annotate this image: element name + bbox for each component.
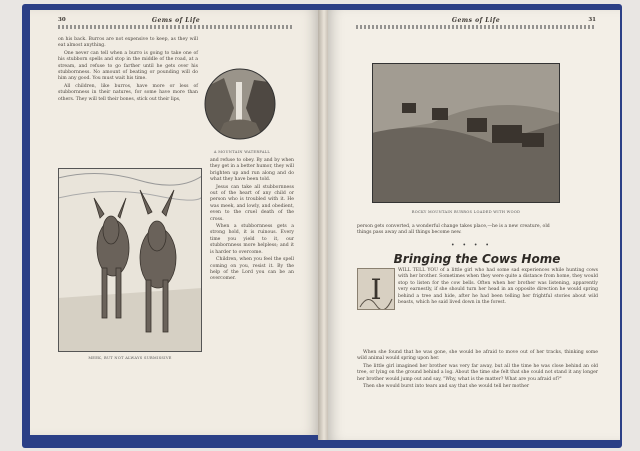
header-ornament [356, 25, 596, 29]
left-text-side [210, 158, 294, 284]
paragraph: Then she would burst into tears and say that she would tell her mother [363, 384, 530, 390]
paragraph: When she found that he was gone, she would be afraid to move out of her tracks, thinking some wild animal would spring upon her. [357, 350, 598, 362]
right-page-header [356, 17, 596, 29]
burros-caption: MEEK, BUT NOT ALWAYS SUBMISSIVE [88, 356, 172, 360]
paragraph: on his back. Burros are not expensive to keep, as they will eat almost anything. [58, 37, 198, 49]
header-ornament [58, 25, 294, 29]
drop-cap-ornament [357, 268, 395, 310]
left-page-number: 30 [58, 17, 66, 23]
story-text-top [398, 268, 598, 307]
right-page-number: 31 [588, 17, 596, 23]
paragraph: Jesus can take all stubbornness out of the heart of any child or person who is troubled with it. He was meek, and lowly, and obedient, even to the cruel death of the cross. [210, 184, 294, 222]
svg-text:I: I [370, 273, 382, 306]
paragraph: One never can tell when a burro is going to take one of his stubborn spells and stop in the middle of the road, at a stream, and refuse to go farther until he gets over his stubbornness. No amount of beating or pounding will do him any good. You must wait his time. [58, 50, 198, 82]
paragraph: Children, when you feel the spell coming on you, resist it. By the help of the Lord you can be an overcomer. [210, 257, 294, 282]
waterfall-illustration [204, 68, 276, 140]
text-line: things pass away and all things become new. [357, 230, 462, 236]
section-divider: • • • • [451, 242, 492, 249]
right-header-title: Gems of Life [451, 17, 501, 24]
paragraph: All children, like burros, have more or less of stubbornness in their natures, for some have more than others. They will tell their bones, stick out their lips, [58, 83, 198, 102]
burros-wood-photo [372, 63, 560, 203]
paragraph: and refuse to obey. By and by when they get in a better humor, they will brighten up and run along and do what they have been told. [210, 158, 294, 183]
waterfall-caption: A MOUNTAIN WATERFALL [213, 150, 271, 154]
paragraph: The little girl imagined her brother was very far away, but all the time he was close behind an old tree, or lying on the ground behind a log. About the time she felt that she could not stand it any longer her brother would jump out and say, "Why, what is the matter? What are you afraid of?" [357, 363, 598, 382]
right-intro-text [357, 224, 597, 237]
book-gutter [318, 10, 328, 440]
text-line: person gets converted, a wonderful change takes place,—he is a new creature, old [357, 224, 550, 229]
paragraph: WILL TELL YOU of a little girl who had some sad experiences while hunting cows with her brother. Sometimes when they were quite a distance from home, they would stop to listen for the cow bells. Often when her brother was listening, apparently very earnestly, if she should turn her head in an opposite direction he would spring behind a tree and hide, after he had been telling her frightful stories about wild beasts, which he said lived down in the forest. [398, 268, 598, 306]
story-text-bottom [357, 350, 598, 391]
left-header-title: Gems of Life [151, 17, 201, 24]
paragraph: When a stubbornness gets a strong hold, it is ruinous. Every time you yield to it, our stubbornness more helpless; and it is harder to overcome. [210, 224, 294, 255]
photo-caption: ROCKY MOUNTAIN BURROS LOADED WITH WOOD [411, 210, 521, 214]
story-title: Bringing the Cows Home [393, 252, 561, 266]
left-page-header [58, 17, 294, 29]
burros-illustration [58, 168, 202, 352]
left-text-top [58, 37, 198, 104]
